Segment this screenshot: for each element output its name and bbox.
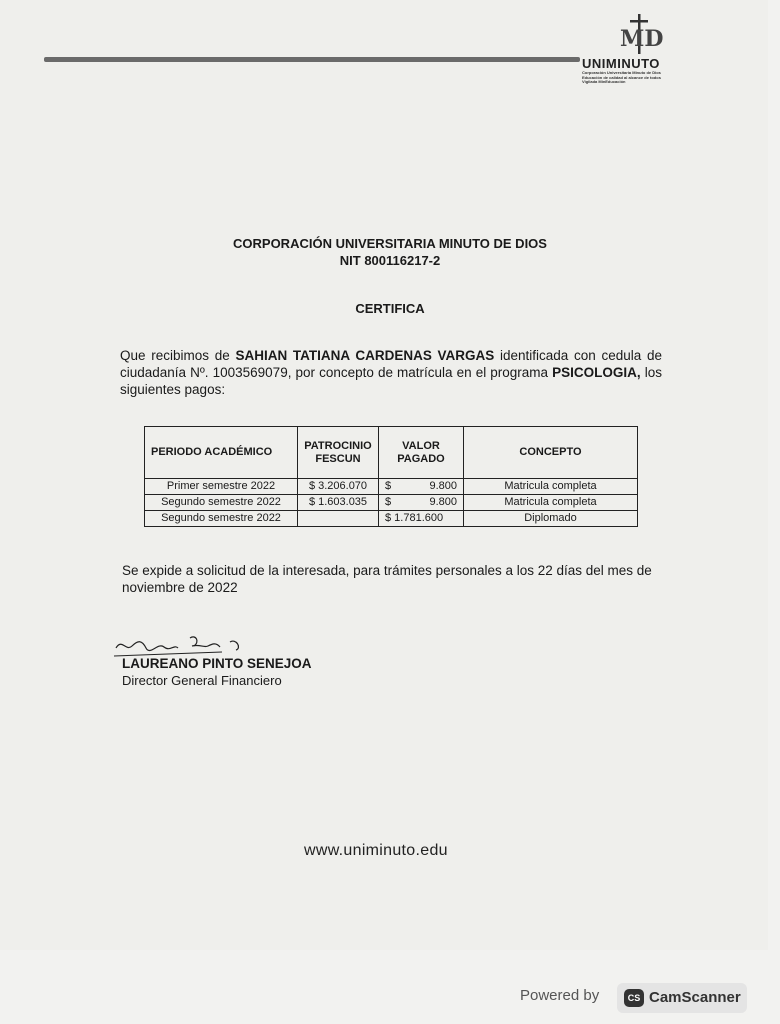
program-name: PSICOLOGIA, xyxy=(552,365,641,380)
closing-text: Se expide a solicitud de la interesada, para trámites personales a los 22 días del mes de noviembre de 2022 xyxy=(122,563,652,595)
signatory-name: LAUREANO PINTO SENEJOA xyxy=(122,656,312,671)
camscanner-badge xyxy=(617,983,747,1013)
website-url: www.uniminuto.edu xyxy=(304,842,448,859)
certifica-heading: CERTIFICA xyxy=(355,301,425,316)
powered-by-label: Powered by xyxy=(520,987,600,1004)
uniminuto-logo xyxy=(580,14,705,84)
table-row: Primer semestre 2022 $ 3.206.070 $ 9.800 Matricula completa xyxy=(145,479,638,495)
logo-mark-icon xyxy=(618,14,664,54)
logo-mark-text: MD xyxy=(620,26,664,52)
signatory-role: Director General Financiero xyxy=(122,673,282,688)
student-name: SAHIAN TATIANA CARDENAS VARGAS xyxy=(235,348,495,363)
institution-title: CORPORACIÓN UNIVERSITARIA MINUTO DE DIOS xyxy=(233,236,547,251)
nit-number: NIT 800116217-2 xyxy=(339,253,441,268)
header-periodo: PERIODO ACADÉMICO xyxy=(145,427,298,479)
header-patrocinio: PATROCINIO FESCUN xyxy=(298,427,379,479)
header-concepto: CONCEPTO xyxy=(464,427,638,479)
header-valor: VALOR PAGADO xyxy=(379,427,464,479)
logo-tagline: Corporación Universitaria Minuto de Dios Educación de calidad al alcance de todos Vigilada MinEducación xyxy=(582,70,661,84)
camscanner-brand: CamScanner xyxy=(649,989,741,1006)
camscanner-icon: CS xyxy=(624,989,644,1007)
payments-table xyxy=(144,426,638,527)
certificate-paragraph: Que recibimos de SAHIAN TATIANA CARDENAS VARGAS identificada con cedula de ciudadanía Nº. 1003569079, por concepto de matrícula en el programa PSICOLOGIA, los siguientes pagos: xyxy=(120,348,662,397)
table-header-row xyxy=(145,427,638,479)
logo-name: UNIMINUTO xyxy=(582,56,660,71)
header-rule xyxy=(44,57,580,62)
table-row: Segundo semestre 2022 $ 1.781.600 Diplomado xyxy=(145,511,638,527)
table-row: Segundo semestre 2022 $ 1.603.035 $ 9.800 Matricula completa xyxy=(145,495,638,511)
